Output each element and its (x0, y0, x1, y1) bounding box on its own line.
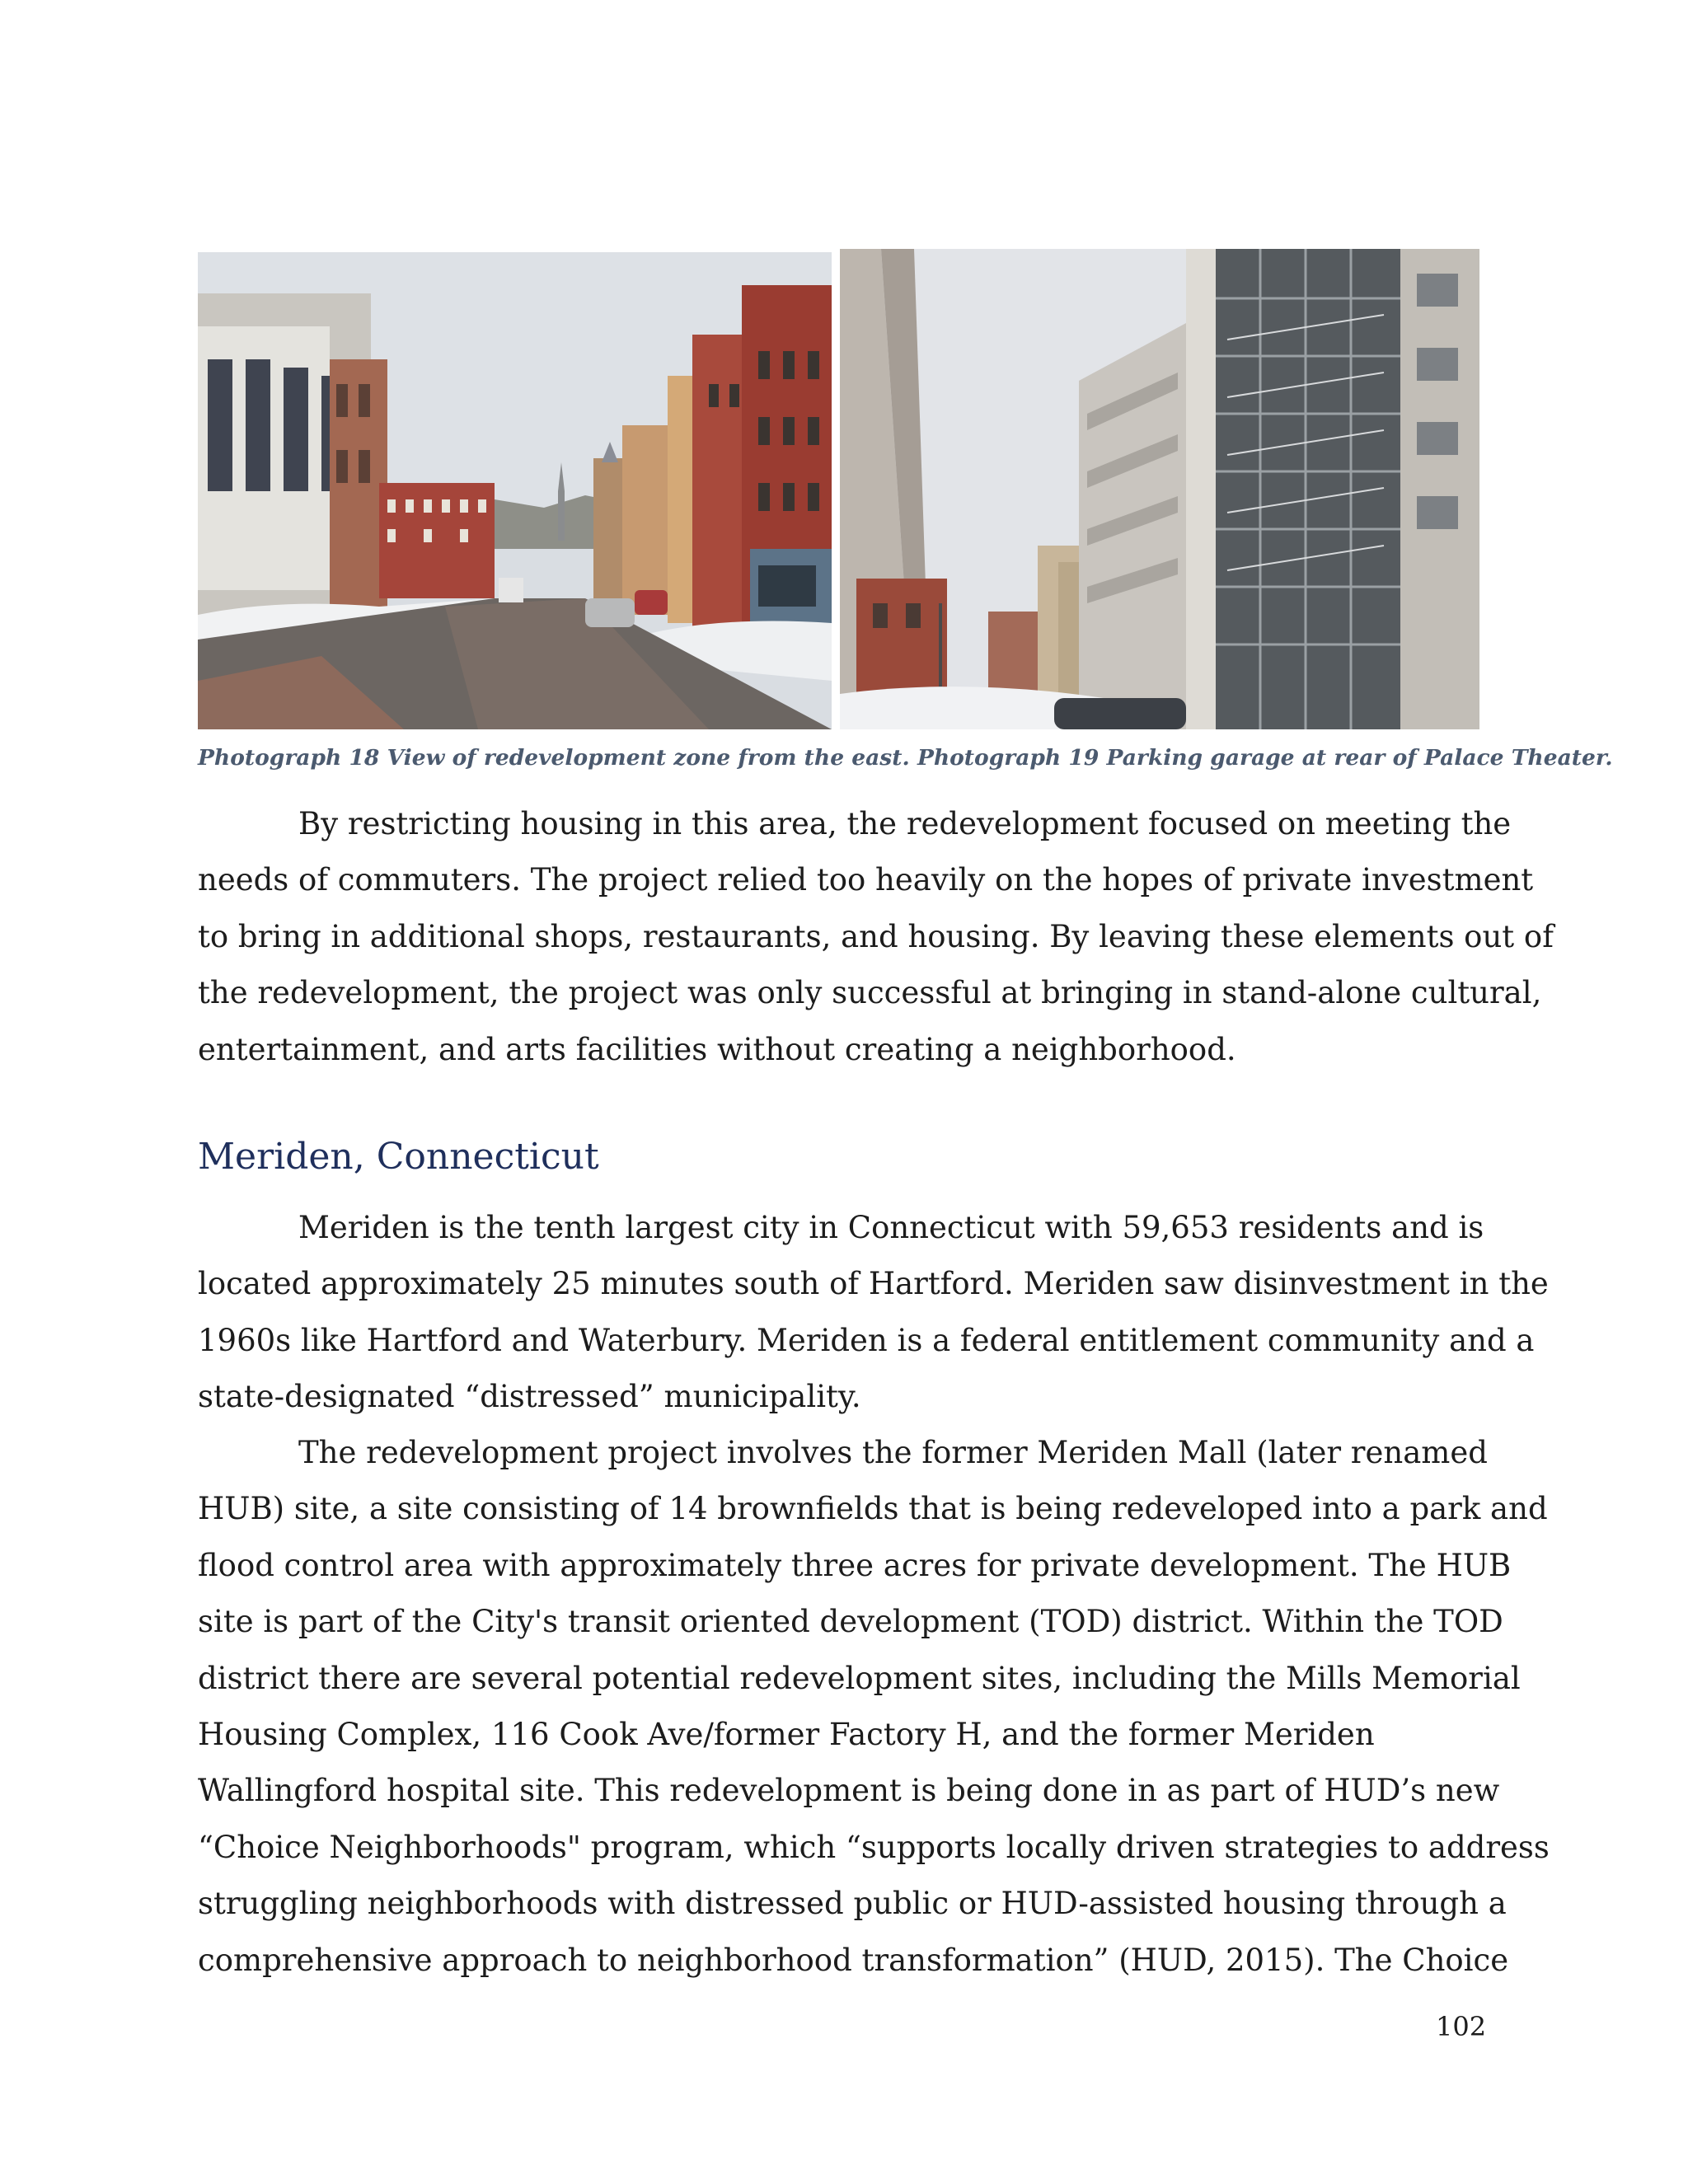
text-line: needs of commuters. The project relied too heavily on the hopes of private investment (198, 862, 1534, 898)
section-heading-meriden: Meriden, Connecticut (198, 1136, 599, 1178)
text-line: the redevelopment, the project was only successful at bringing in stand-alone cultural, (198, 975, 1542, 1011)
photo-caption (198, 745, 1613, 771)
photo-parking-garage-palace-theater (840, 249, 1479, 729)
text-line: district there are several potential redevelopment sites, including the Mills Memorial (198, 1660, 1521, 1696)
text-line: located approximately 25 minutes south of Hartford. Meriden saw disinvestment in the (198, 1266, 1549, 1302)
text-line: state-designated “distressed” municipality. (198, 1379, 861, 1415)
text-line: HUB) site, a site consisting of 14 brownfields that is being redeveloped into a park and (198, 1491, 1548, 1527)
text-line: The redevelopment project involves the former Meriden Mall (later renamed (298, 1435, 1488, 1470)
caption-photograph-18: Photograph 18 View of redevelopment zone from the east. (198, 745, 910, 771)
photo-redevelopment-zone-east (198, 252, 832, 729)
text-line: Wallingford hospital site. This redevelopment is being done in as part of HUD’s new (198, 1773, 1500, 1809)
text-line: Meriden is the tenth largest city in Connecticut with 59,653 residents and is (298, 1210, 1484, 1245)
text-line: “Choice Neighborhoods" program, which “supports locally driven strategies to address (198, 1829, 1550, 1865)
caption-photograph-19: Photograph 19 Parking garage at rear of Palace Theater. (917, 745, 1613, 771)
text-line: to bring in additional shops, restaurants, and housing. By leaving these elements out of (198, 918, 1554, 954)
text-line: By restricting housing in this area, the redevelopment focused on meeting the (298, 806, 1512, 841)
text-line: flood control area with approximately three acres for private development. The HUB (198, 1547, 1512, 1583)
text-line: comprehensive approach to neighborhood transformation” (HUD, 2015). The Choice (198, 1942, 1509, 1978)
paragraph-commuters (198, 796, 1554, 1078)
paragraph-hub-redevelopment (198, 1425, 1550, 1989)
text-line: Housing Complex, 116 Cook Ave/former Factory H, and the former Meriden (198, 1717, 1375, 1753)
text-line: struggling neighborhoods with distressed public or HUD-assisted housing through a (198, 1886, 1507, 1922)
text-line: 1960s like Hartford and Waterbury. Meriden is a federal entitlement community and a (198, 1322, 1535, 1358)
paragraph-meriden-intro (198, 1200, 1549, 1426)
page-number: 102 (1436, 2011, 1487, 2042)
text-line: entertainment, and arts facilities without creating a neighborhood. (198, 1031, 1236, 1067)
text-line: site is part of the City's transit oriented development (TOD) district. Within the TOD (198, 1604, 1503, 1640)
